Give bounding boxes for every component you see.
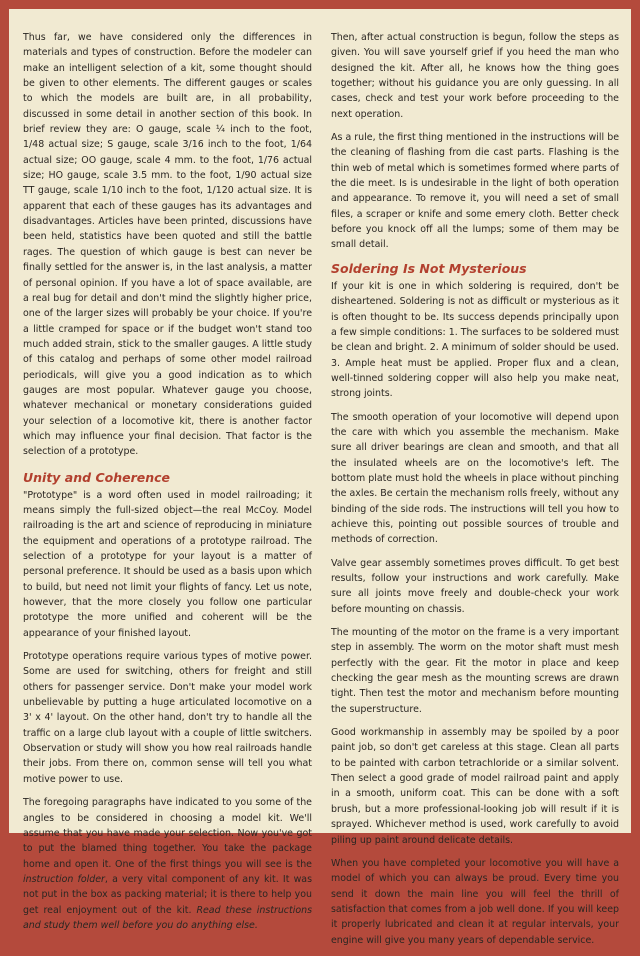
- body-paragraph: Then, after actual construction is begun, follow the steps as given. You will save yourself grief if you heed the man who designed the kit. After all, he knows how the thing goes together; without his guidance you are only guessing. In all cases, check and test your work before proceeding to the next operation.: [331, 32, 619, 120]
- emphasis-text: instruction folder: [23, 873, 105, 885]
- body-paragraph: As a rule, the first thing mentioned in the instructions will be the cleaning of flashing from die cast parts. Flashing is the thin web of metal which is sometimes formed where parts of the die meet. Is is undesirable in the light of both operation and appearance. To remove it, you will need a set of small files, a scraper or knife and some emery cloth. Better check before you knock off all the lumps; some of them may be small detail.: [331, 132, 619, 251]
- text-run: The foregoing paragraphs have indicated to you some of the angles to be considered in choosing a model kit. We'll assume that you have made your selection. Now you've got to put the blamed thing together. You take the package home and open it. One of the first things you will see is the: [23, 797, 312, 870]
- body-paragraph: Prototype operations require various types of motive power. Some are used for switching, others for freight and still others for passenger service. Don't make your model work unbelievable by putting a huge articulated locomotive on a 3' x 4' layout. On the other hand, don't try to handle all the traffic on a large club layout with a couple of little switchers. Observation or study will show you how real railroads handle their jobs. From there on, common sense will tell you what motive power to use.: [23, 651, 312, 785]
- body-paragraph: Thus far, we have considered only the differences in materials and types of construction. Before the modeler can make an intelligent selection of a kit, some thought should be given to other elements. The different gauges or scales to which the models are built are, in all probability, discussed in some detail in another section of this book. In brief review they are: O gauge, scale ¼ inch to the foot, 1/48 actual size; S gauge, scale 3/16 inch to the foot, 1/64 actual size; OO gauge, scale 4 mm. to the foot, 1/76 actual size; HO gauge, scale 3.5 mm. to the foot, 1/90 actual size TT gauge, scale 1/10 inch to the foot, 1/120 actual size. It is apparent that each of these gauges has its advantages and disadvantages. Articles have been printed, discussions have been held, statistics have been quoted and still the battle rages. The question of which gauge is best can never be finally settled for the answer is, in the last analysis, a matter of personal opinion. If you have a lot of space available, are a real bug for detail and don't mind the slightly higher price, one of the larger sizes will probably be your choice. If you're a little cramped for space or if the budget won't stand too much added strain, stick to the smaller gauges. A little study of this catalog and perhaps of some other model railroad periodicals, will give you a good indication as to which gauges are most popular. Whatever gauge you choose, whatever mechanical or monetary considerations guided your selection of a locomotive kit, there is another factor which may influence your final decision. That factor is the selection of a prototype.: [23, 32, 312, 458]
- body-paragraph: [23, 795, 312, 933]
- emphasis-text: Read these instructions and study them well before you do anything else.: [23, 904, 312, 931]
- body-paragraph: The smooth operation of your locomotive will depend upon the care with which you assemble the mechanism. Make sure all driver bearings are clean and smooth, and that all the insulated wheels are on the locomotive's left. The bottom plate must hold the wheels in place without pinching the axles. Be certain the mechanism rolls freely, without any binding of the side rods. The instructions will tell you how to achieve this, pointing out possible sources of trouble and methods of correction.: [331, 411, 619, 546]
- body-paragraph: When you have completed your locomotive you will have a model of which you can always be proud. Every time you send it down the main line you will feel the thrill of satisfaction that comes from a job well done. If you will keep it properly lubricated and clean it at regular intervals, your engine will give you many years of dependable service.: [331, 857, 619, 946]
- body-paragraph: The mounting of the motor on the frame is a very important step in assembly. The worm on the motor shaft must mesh perfectly with the gear. Fit the motor in place and keep checking the gear mesh as the mounting screws are drawn tight. Then test the motor and mechanism before mounting the superstructure.: [331, 627, 619, 715]
- section-heading-soldering: Soldering Is Not Mysterious: [331, 260, 527, 276]
- page: [9, 9, 631, 946]
- section-heading-unity: Unity and Coherence: [23, 469, 171, 485]
- right-column: [331, 30, 619, 956]
- body-paragraph: Good workmanship in assembly may be spoiled by a poor paint job, so don't get careless at this stage. Clean all parts to be painted with carbon tetrachloride or a similar solvent. Then select a good grade of model railroad paint and apply in a smooth, uniform coat. This can be done with a soft brush, but a more professional-looking job will result if it is sprayed. Whichever method is used, work carefully to avoid piling up paint around delicate details.: [331, 727, 619, 846]
- body-paragraph: "Prototype" is a word often used in model railroading; it means simply the full-sized object—the real McCoy. Model railroading is the art and science of reproducing in miniature the equipment and operations of a prototype railroad. The selection of a prototype for your layout is a matter of personal preference. It should be used as a basis upon which to build, but need not limit your flights of fancy. Let us note, however, that the more closely you follow one particular prototype the more unified and coherent will be the appearance of your finished layout.: [23, 489, 312, 639]
- left-column: [23, 30, 312, 941]
- text-run: , a very vital component of any kit. It was not put in the box as packing material; it is there to help you get real enjoyment out of the kit.: [23, 873, 312, 916]
- body-paragraph: Valve gear assembly sometimes proves difficult. To get best results, follow your instructions and work carefully. Make sure all joints move freely and double-check your work before mounting on chassis.: [331, 557, 619, 615]
- body-paragraph: If your kit is one in which soldering is required, don't be disheartened. Soldering is not as difficult or mysterious as it is often thought to be. Its success depends principally upon a few simple conditions: 1. The surfaces to be soldered must be clean and bright. 2. A minimum of solder should be used. 3. Ample heat must be applied. Proper flux and a clean, well-tinned soldering copper will also help you make neat, strong joints.: [331, 280, 619, 400]
